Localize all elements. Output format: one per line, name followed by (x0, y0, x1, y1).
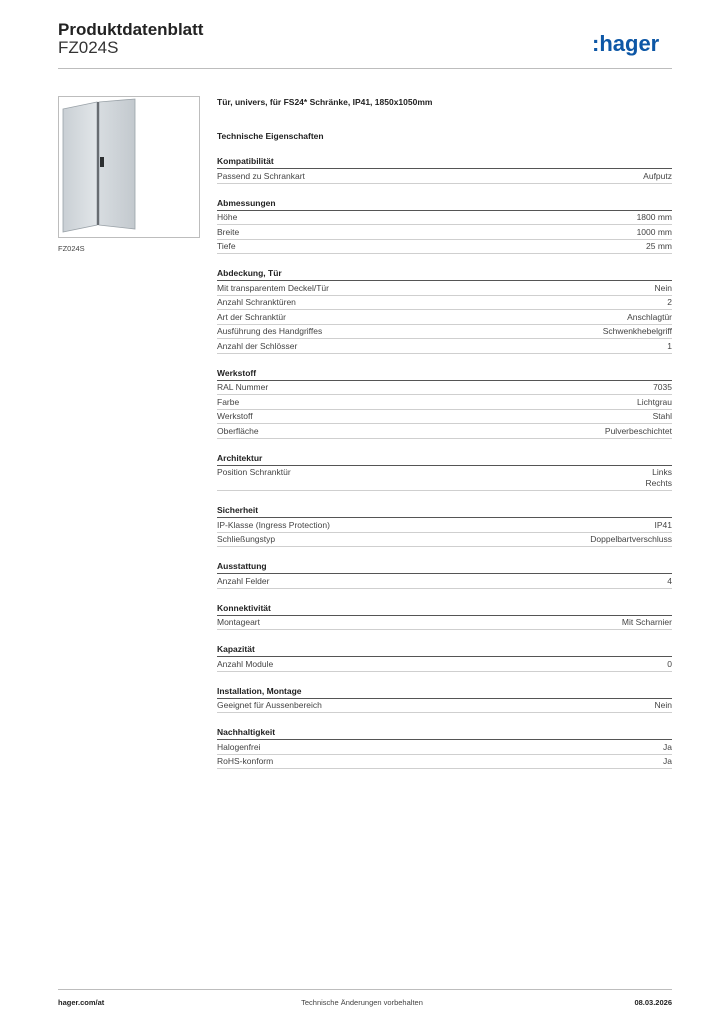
row-label: Anzahl der Schlösser (217, 340, 298, 351)
row-value: 1000 mm (636, 226, 672, 237)
section-title: Konnektivität (217, 602, 672, 616)
row-value: Doppelbartverschluss (590, 534, 672, 544)
row-value: Ja (663, 756, 672, 766)
table-row (217, 574, 672, 589)
section-ausstattung (217, 560, 672, 589)
row-label: Werkstoff (217, 411, 253, 421)
row-value: 1 (667, 340, 672, 351)
footer-notice: Technische Änderungen vorbehalten (301, 998, 423, 1007)
section-kapazitaet (217, 643, 672, 672)
table-row (217, 657, 672, 672)
row-label: Farbe (217, 396, 240, 407)
main-content (217, 96, 672, 769)
row-label: Anzahl Felder (217, 575, 270, 586)
row-label: Anzahl Module (217, 658, 274, 669)
image-caption: FZ024S (58, 244, 85, 253)
row-value: Lichtgrau (637, 396, 672, 407)
footer-website-link[interactable]: hager.com/at (58, 998, 105, 1007)
row-label: RoHS-konform (217, 756, 274, 766)
row-value-multi (646, 467, 672, 489)
table-row (217, 339, 672, 354)
section-title: Nachhaltigkeit (217, 726, 672, 740)
product-description: Tür, univers, für FS24* Schränke, IP41, 1850x1050mm (217, 97, 433, 107)
row-label: Montageart (217, 617, 260, 627)
table-row (217, 225, 672, 240)
row-label: Mit transparentem Deckel/Tür (217, 282, 329, 293)
section-kompatibilitaet (217, 155, 672, 184)
row-label: Tiefe (217, 241, 236, 251)
table-row (217, 211, 672, 226)
row-value: Pulverbeschichtet (604, 425, 672, 436)
row-value: Stahl (652, 411, 672, 421)
row-label: Schließungstyp (217, 534, 276, 544)
row-label: Position Schranktür (217, 467, 291, 477)
table-row (217, 410, 672, 425)
section-sicherheit (217, 504, 672, 547)
row-label: RAL Nummer (217, 382, 269, 392)
section-installation-montage (217, 685, 672, 714)
section-konnektivitaet (217, 602, 672, 631)
section-title: Abdeckung, Tür (217, 267, 672, 281)
table-row (217, 518, 672, 533)
logo-text: :hager (592, 31, 660, 56)
page-header-title: Produktdatenblatt (58, 20, 204, 39)
footer-date: 08.03.2026 (634, 998, 672, 1007)
section-title: Ausstattung (217, 560, 672, 574)
row-value: Links (652, 467, 672, 477)
table-row (217, 424, 672, 439)
row-value: Anschlagtür (627, 311, 672, 322)
row-label: Ausführung des Handgriffes (217, 326, 323, 336)
table-row (217, 325, 672, 340)
table-row (217, 169, 672, 184)
row-value: Aufputz (643, 170, 672, 181)
section-title: Architektur (217, 452, 672, 466)
section-abdeckung-tuer (217, 267, 672, 354)
table-row (217, 699, 672, 714)
hager-logo (592, 30, 674, 58)
row-value: Ja (663, 741, 672, 752)
row-label: Breite (217, 226, 240, 237)
row-value: IP41 (654, 519, 672, 530)
table-row (217, 533, 672, 548)
row-value: 1800 mm (636, 212, 672, 222)
table-row (217, 381, 672, 396)
table-row (217, 310, 672, 325)
section-architektur (217, 452, 672, 492)
table-row (217, 616, 672, 631)
product-image (58, 96, 200, 238)
header-divider (58, 68, 672, 69)
table-row (217, 740, 672, 755)
section-werkstoff (217, 367, 672, 439)
table-row (217, 395, 672, 410)
table-row (217, 240, 672, 255)
footer-divider (58, 989, 672, 990)
double-cabinet-door-image (59, 97, 199, 237)
row-value: Mit Scharnier (621, 617, 672, 627)
row-label: Passend zu Schrankart (217, 170, 305, 181)
row-label: IP-Klasse (Ingress Protection) (217, 519, 330, 530)
row-label: Höhe (217, 212, 238, 222)
row-value: Schwenkhebelgriff (602, 326, 672, 336)
section-abmessungen (217, 197, 672, 255)
section-title: Sicherheit (217, 504, 672, 518)
section-nachhaltigkeit (217, 726, 672, 769)
table-row (217, 755, 672, 770)
row-label: Halogenfrei (217, 741, 261, 752)
row-label: Geeignet für Aussenbereich (217, 700, 322, 710)
row-value: Rechts (645, 478, 672, 488)
row-label: Anzahl Schranktüren (217, 297, 296, 307)
table-row (217, 281, 672, 296)
section-title: Abmessungen (217, 197, 672, 211)
row-label: Oberfläche (217, 425, 259, 436)
row-value: 0 (667, 658, 672, 669)
row-value: Nein (654, 700, 672, 710)
row-value: Nein (654, 282, 672, 293)
section-title: Kompatibilität (217, 155, 672, 169)
tech-properties-title: Technische Eigenschaften (217, 131, 324, 141)
row-value: 4 (667, 575, 672, 586)
section-title: Installation, Montage (217, 685, 672, 699)
row-value: 25 mm (646, 241, 672, 251)
row-label: Art der Schranktür (217, 311, 286, 322)
section-title: Kapazität (217, 643, 672, 657)
table-row (217, 466, 672, 492)
row-value: 7035 (653, 382, 672, 392)
row-value: 2 (667, 297, 672, 307)
section-title: Werkstoff (217, 367, 672, 381)
table-row (217, 296, 672, 311)
product-code: FZ024S (58, 38, 119, 57)
